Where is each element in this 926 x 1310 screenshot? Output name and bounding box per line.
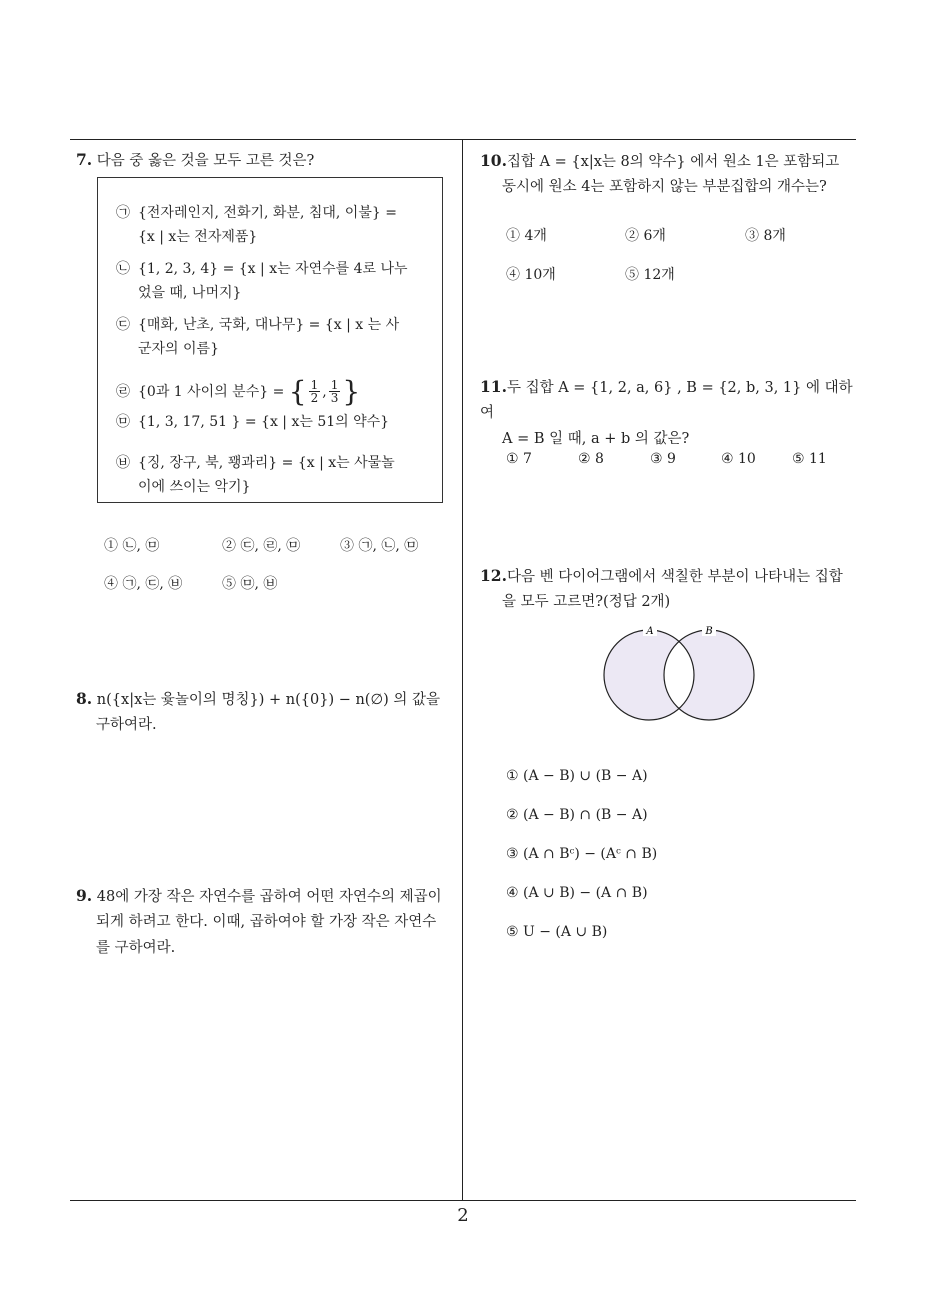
statement-mark: ㉣ <box>116 383 130 400</box>
q10-choice-1[interactable]: ① 4개 <box>506 228 547 244</box>
statement-3: ㉢ {매화, 난초, 국화, 대나무} = {x | x 는 사 군자의 이름} <box>116 314 434 362</box>
question-9: 9. 48에 가장 작은 자연수를 곱하여 어떤 자연수의 제곱이 되게 하려고 한다. 이때, 곱하여야 할 가장 작은 자연수 를 구하여라. <box>76 886 442 956</box>
statement-box <box>97 177 443 503</box>
q11-choice-2[interactable]: ② 8 <box>578 451 604 467</box>
q12-choice-4[interactable]: ④ (A ∪ B) − (A ∩ B) <box>506 885 648 901</box>
q7-choice-1[interactable]: ① ㉡, ㉤ <box>104 538 160 554</box>
question-number: 10. <box>480 151 507 170</box>
q10-choice-5[interactable]: ⑤ 12개 <box>625 267 675 283</box>
q7-choice-4[interactable]: ④ ㉠, ㉢, ㉥ <box>104 576 183 592</box>
question-number: 7. <box>76 150 93 169</box>
q10-choice-2[interactable]: ② 6개 <box>625 228 666 244</box>
q12-choice-5[interactable]: ⑤ U − (A ∪ B) <box>506 924 608 940</box>
column-divider <box>462 139 463 1201</box>
q10-choice-3[interactable]: ③ 8개 <box>745 228 786 244</box>
q7-choice-5[interactable]: ⑤ ㉤, ㉥ <box>222 576 278 592</box>
question-number: 8. <box>76 689 93 708</box>
statement-1: ㉠ {전자레인지, 전화기, 화분, 침대, 이불} = {x | x는 전자제품} <box>116 202 434 250</box>
page-number: 2 <box>457 1205 469 1226</box>
statement-6: ㉥ {징, 장구, 북, 꽹과리} = {x | x는 사물놀 이에 쓰이는 악기} <box>116 452 434 500</box>
statement-5: ㉤ {1, 3, 17, 51 } = {x | x는 51의 약수} <box>116 411 434 435</box>
q10-choice-4[interactable]: ④ 10개 <box>506 267 556 283</box>
q11-choice-1[interactable]: ① 7 <box>506 451 532 467</box>
q12-choice-3[interactable]: ③ (A ∩ Bᶜ) − (Aᶜ ∩ B) <box>506 846 658 862</box>
fraction-one-third: $\frac{1}{3}$ <box>330 377 339 406</box>
statement-4: ㉣ {0과 1 사이의 분수} = { $\frac{1}{2}$ , $\frac{1}{3}$ } <box>116 375 361 408</box>
statement-mark: ㉥ <box>116 455 130 471</box>
venn-diagram <box>590 618 770 728</box>
venn-label-b: B <box>705 626 713 637</box>
question-8: 8. n({x|x는 윷놀이의 명칭}) + n({0}) − n(∅) 의 값을 구하여라. <box>76 689 440 734</box>
statement-2: ㉡ {1, 2, 3, 4} = {x | x는 자연수를 4로 나누 었을 때, 나머지} <box>116 258 434 306</box>
q12-choice-1[interactable]: ① (A − B) ∪ (B − A) <box>506 768 648 784</box>
question-11: 11.두 집합 A = {1, 2, a, 6} , B = {2, b, 3, 1} 에 대하여 A = B 일 때, a + b 의 값은? <box>480 377 853 447</box>
question-number: 12. <box>480 566 507 585</box>
fraction-one-half: $\frac{1}{2}$ <box>310 377 319 406</box>
q7-choice-3[interactable]: ③ ㉠, ㉡, ㉤ <box>340 538 419 554</box>
bottom-rule <box>70 1200 856 1201</box>
q11-choice-3[interactable]: ③ 9 <box>650 451 676 467</box>
statement-mark: ㉡ <box>116 261 130 277</box>
venn-label-a: A <box>646 626 654 637</box>
statement-mark: ㉤ <box>116 414 130 430</box>
question-10: 10.집합 A = {x|x는 8의 약수} 에서 원소 1은 포함되고 동시에 원소 4는 포함하지 않는 부분집합의 개수는? <box>480 151 840 196</box>
q11-choice-5[interactable]: ⑤ 11 <box>792 451 827 467</box>
statement-mark: ㉢ <box>116 317 130 333</box>
q7-choice-2[interactable]: ② ㉢, ㉣, ㉤ <box>222 538 301 554</box>
statement-mark: ㉠ <box>116 205 130 221</box>
question-prompt: 다음 중 옳은 것을 모두 고른 것은? <box>96 153 315 169</box>
question-12: 12.다음 벤 다이어그램에서 색칠한 부분이 나타내는 집합 을 모두 고르면?(정답 2개) <box>480 566 843 611</box>
top-rule <box>70 139 856 140</box>
q12-choice-2[interactable]: ② (A − B) ∩ (B − A) <box>506 807 648 823</box>
question-number: 11. <box>480 377 507 396</box>
question-7 <box>76 146 456 174</box>
question-number: 9. <box>76 886 93 905</box>
q11-choice-4[interactable]: ④ 10 <box>721 451 756 467</box>
